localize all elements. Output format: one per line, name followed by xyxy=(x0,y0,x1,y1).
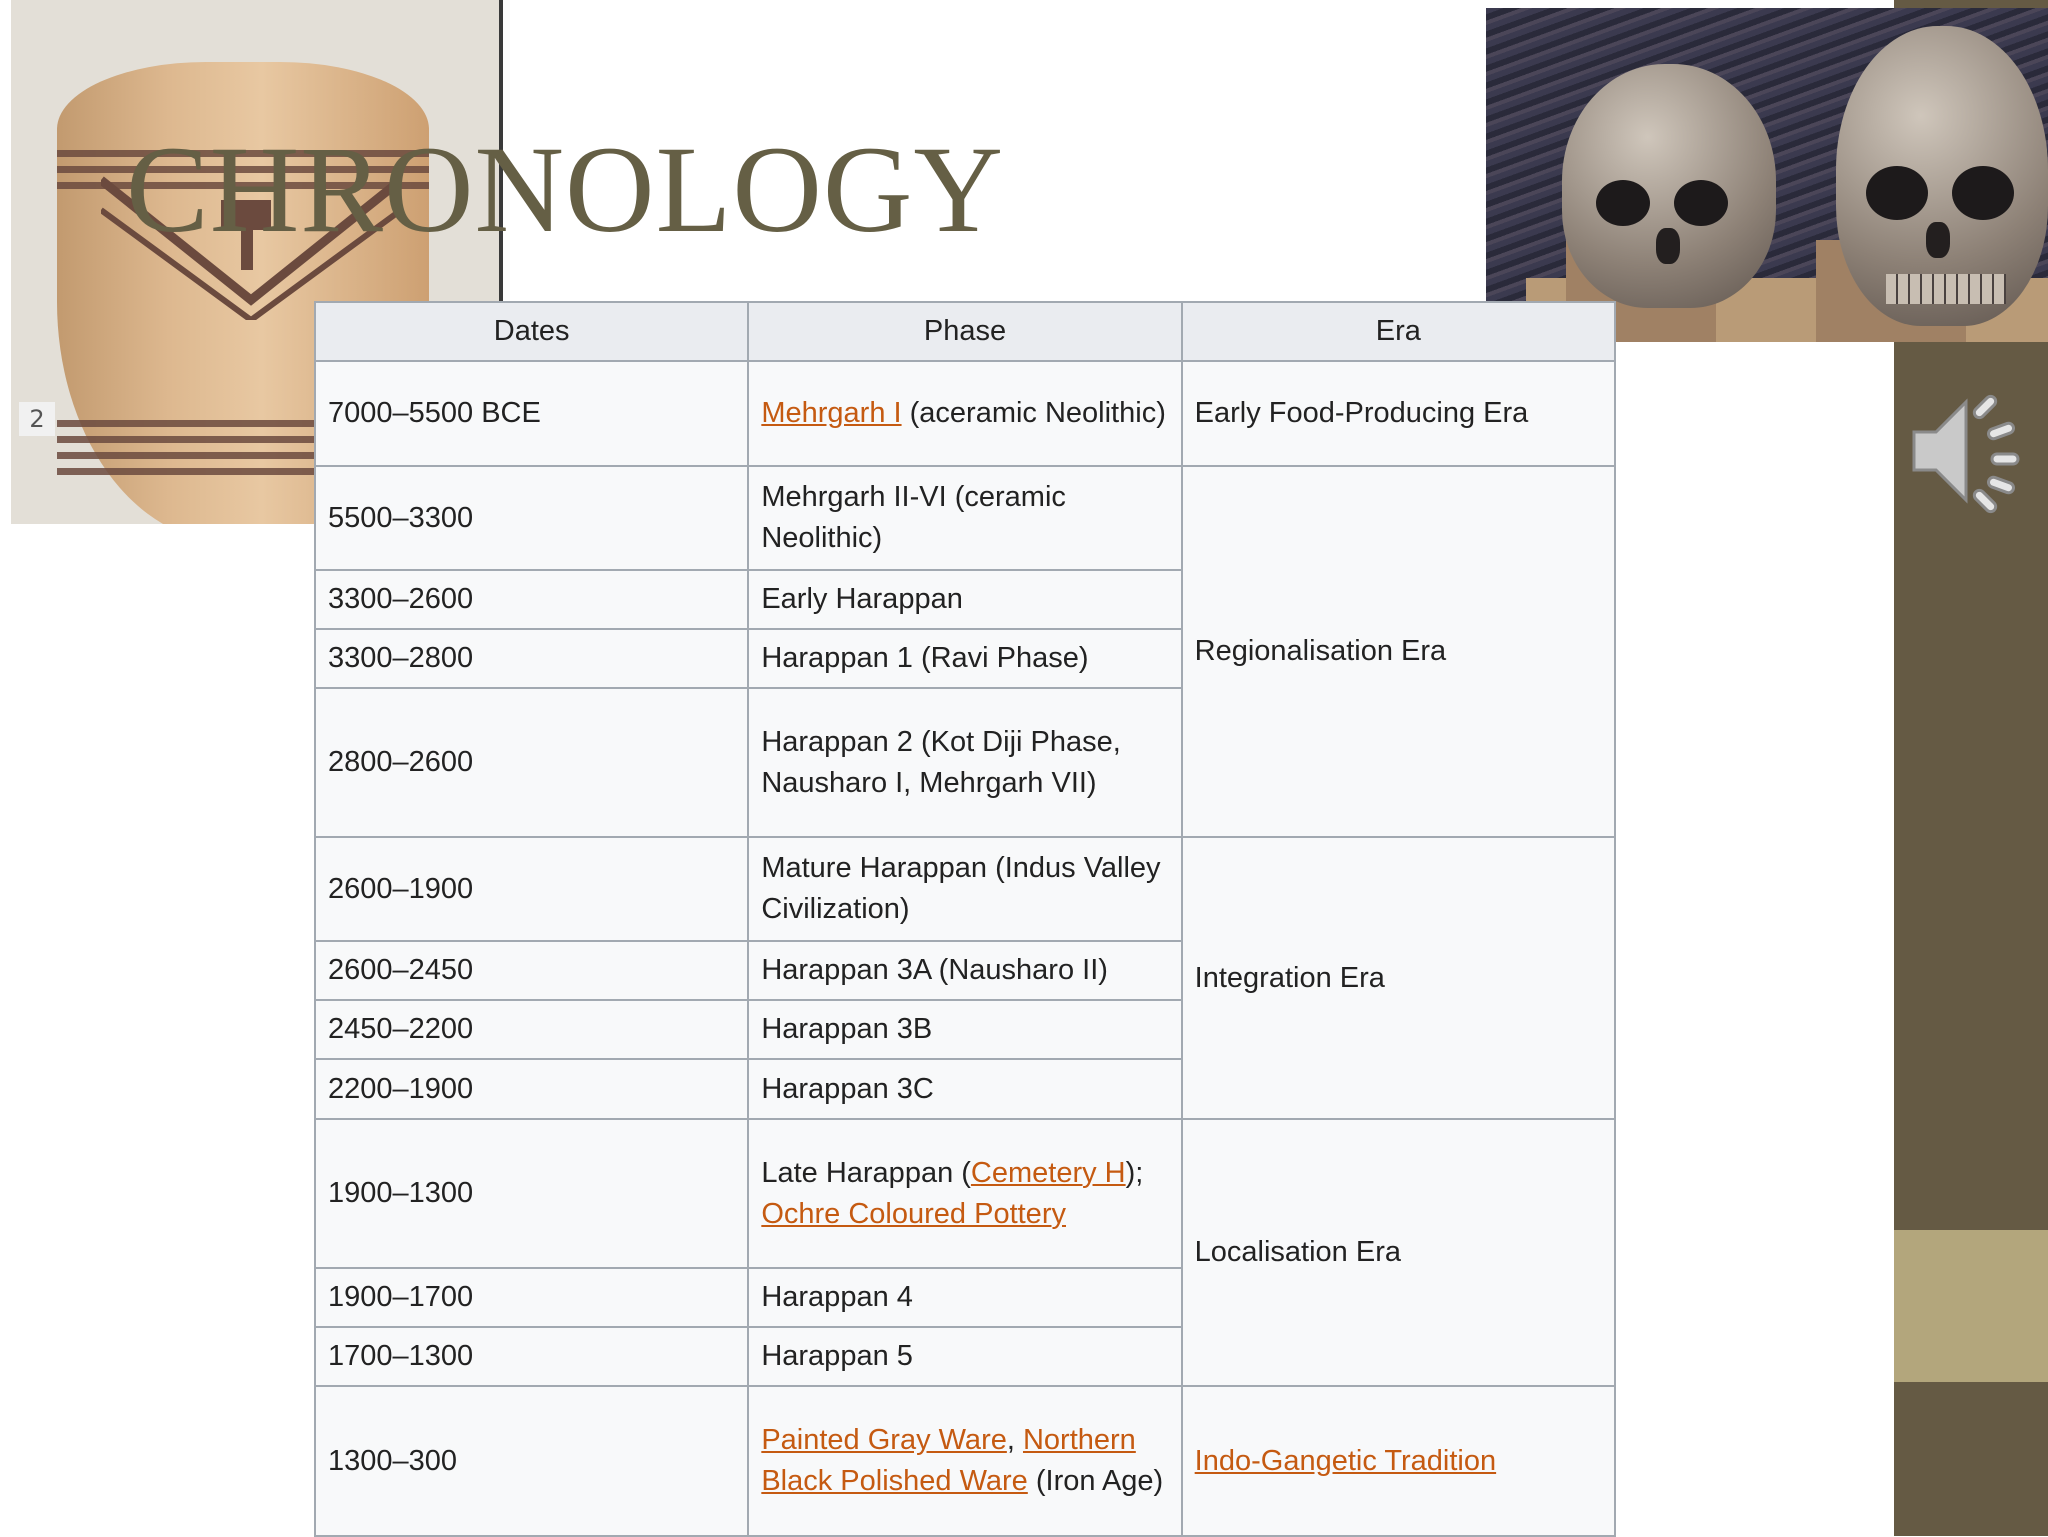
cell-phase: Harappan 3B xyxy=(748,1000,1181,1059)
cell-era xyxy=(1182,1386,1615,1536)
cell-phase: Harappan 3A (Nausharo II) xyxy=(748,941,1181,1000)
cell-phase: Early Harappan xyxy=(748,570,1181,629)
cell-dates: 1900–1700 xyxy=(315,1268,748,1327)
cell-dates: 2450–2200 xyxy=(315,1000,748,1059)
table-row xyxy=(315,837,1615,941)
link-mehrgarh-i[interactable]: Mehrgarh I xyxy=(761,397,902,429)
cell-era: Localisation Era xyxy=(1182,1119,1615,1386)
table-row xyxy=(315,1386,1615,1536)
cell-dates: 7000–5500 BCE xyxy=(315,361,748,466)
cell-era: Integration Era xyxy=(1182,837,1615,1119)
cell-phase: Mehrgarh II-VI (ceramic Neolithic) xyxy=(748,466,1181,570)
accent-band-middle xyxy=(1894,1230,2048,1382)
header-dates: Dates xyxy=(315,302,748,361)
cell-phase: Harappan 3C xyxy=(748,1059,1181,1119)
cell-phase xyxy=(748,1119,1181,1268)
header-era: Era xyxy=(1182,302,1615,361)
cell-era: Early Food-Producing Era xyxy=(1182,361,1615,466)
table-row xyxy=(315,361,1615,466)
cell-phase: Harappan 4 xyxy=(748,1268,1181,1327)
table-row xyxy=(315,1119,1615,1268)
cell-dates: 2200–1900 xyxy=(315,1059,748,1119)
link-cemetery-h[interactable]: Cemetery H xyxy=(970,1156,1126,1189)
cell-phase xyxy=(748,361,1181,466)
cell-dates: 3300–2800 xyxy=(315,629,748,688)
cell-dates: 2800–2600 xyxy=(315,688,748,837)
cell-dates: 1300–300 xyxy=(315,1386,748,1536)
cell-dates: 5500–3300 xyxy=(315,466,748,570)
link-indo-gangetic-tradition[interactable]: Indo-Gangetic Tradition xyxy=(1194,1444,1497,1477)
slide-title: CHRONOLOGY xyxy=(126,121,1004,258)
pottery-label-number: 2 xyxy=(19,402,55,436)
cell-dates: 1900–1300 xyxy=(315,1119,748,1268)
link-ochre-coloured-pottery[interactable]: Ochre Coloured Pottery xyxy=(761,1197,1066,1230)
cell-phase: Mature Harappan (Indus Valley Civilization) xyxy=(748,837,1181,941)
phase-text: ); xyxy=(1125,1156,1144,1189)
speaker-audio-icon[interactable] xyxy=(1908,388,2020,514)
link-northern-black-polished-ware[interactable]: Northern Black Polished Ware xyxy=(761,1424,1136,1497)
phase-text: Late Harappan ( xyxy=(761,1156,971,1189)
cell-phase: Harappan 5 xyxy=(748,1327,1181,1386)
cell-phase: Harappan 2 (Kot Diji Phase, Nausharo I, Mehrgarh VII) xyxy=(748,688,1181,837)
cell-dates: 3300–2600 xyxy=(315,570,748,629)
header-phase: Phase xyxy=(748,302,1181,361)
link-painted-gray-ware[interactable]: Painted Gray Ware xyxy=(761,1424,1007,1456)
cell-dates: 2600–1900 xyxy=(315,837,748,941)
phase-text: (aceramic Neolithic) xyxy=(901,397,1166,429)
cell-phase xyxy=(748,1386,1181,1536)
skull-left xyxy=(1562,64,1776,308)
skull-teeth xyxy=(1886,274,2006,304)
cell-era: Regionalisation Era xyxy=(1182,466,1615,837)
skull-eye xyxy=(1596,180,1650,226)
skull-eye xyxy=(1674,180,1728,226)
skull-eye xyxy=(1866,166,1928,220)
skull-nose xyxy=(1926,222,1950,258)
table-row xyxy=(315,466,1615,570)
skull-nose xyxy=(1656,228,1680,264)
phase-text: , xyxy=(1006,1424,1023,1456)
phase-text: (Iron Age) xyxy=(1027,1465,1164,1497)
cell-dates: 2600–2450 xyxy=(315,941,748,1000)
skull-eye xyxy=(1952,166,2014,220)
accent-band-bottom xyxy=(1894,1382,2048,1536)
skulls-image xyxy=(1486,8,2048,342)
cell-dates: 1700–1300 xyxy=(315,1327,748,1386)
chronology-table xyxy=(314,301,1616,1537)
cell-phase: Harappan 1 (Ravi Phase) xyxy=(748,629,1181,688)
table-header-row xyxy=(315,302,1615,361)
